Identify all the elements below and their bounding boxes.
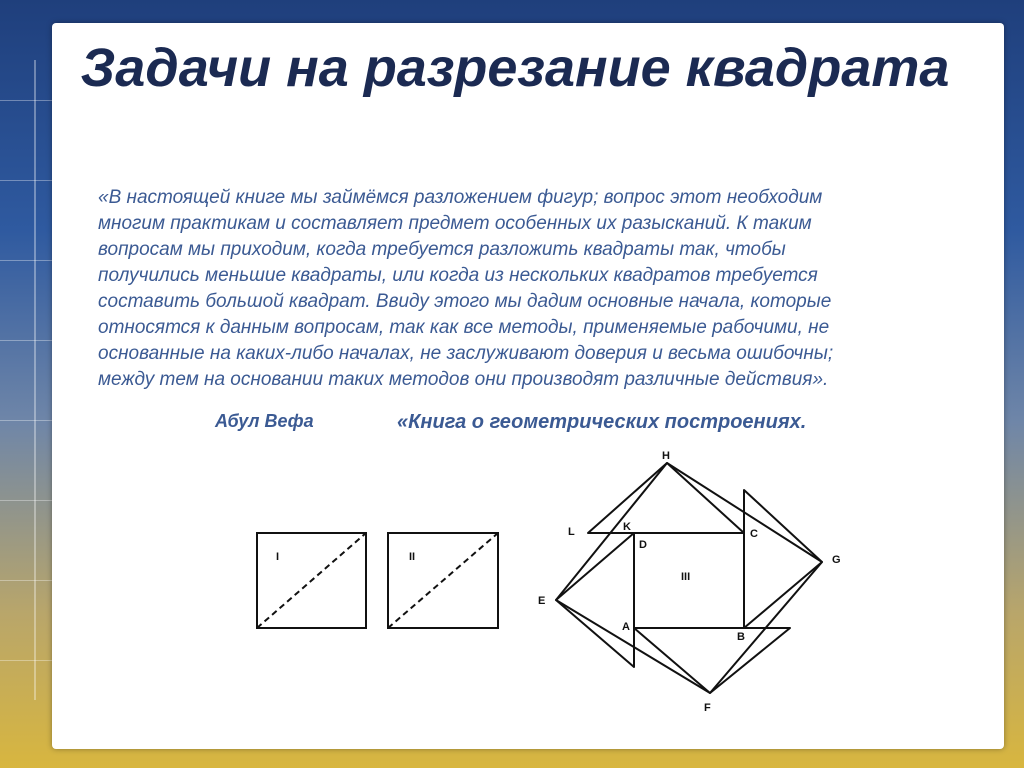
square-two-label: II [409, 551, 416, 563]
grid-line [0, 100, 52, 101]
point-label-k: K [623, 521, 631, 533]
grid-line [0, 500, 52, 501]
grid-line [0, 260, 52, 261]
grid-line [0, 180, 52, 181]
center-square-label: III [681, 571, 691, 583]
point-label-h: H [662, 450, 670, 462]
point-label-b: B [737, 631, 745, 643]
grid-line [0, 580, 52, 581]
grid-line [0, 340, 52, 341]
slide [52, 23, 1004, 749]
dissection-figure [52, 23, 1004, 749]
square-one-label: I [276, 551, 280, 563]
grid-line [34, 60, 36, 700]
quote-author: Абул Вефа [215, 411, 314, 431]
point-label-d: D [639, 539, 647, 551]
point-label-f: F [704, 702, 711, 714]
quote-text: «В настоящей книге мы займёмся разложением фигур; вопрос этот необходим многим практикам и составляет предмет особенных их разысканий. К таким вопросам мы приходим, когда требуется разложить квадраты так, чтобы получились меньшие квадраты, или когда из нескольких квадратов требуется составить большой квадрат. Ввиду этого мы дадим основные начала, которые относятся к данным вопросам, так как все методы, применяемые рабочими, не основанные на каких-либо началах, не заслуживают доверия и весьма ошибочны; между тем на основании таких методов они производят различные действия». [98, 187, 834, 390]
point-label-g: G [832, 554, 841, 566]
grid-line [0, 660, 52, 661]
book-title: «Книга о геометрических построениях. [397, 411, 807, 433]
point-label-c: C [750, 528, 758, 540]
slide-title: Задачи на разрезание квадрата [80, 38, 950, 98]
square-two-diagonal [388, 533, 498, 628]
square-one [257, 533, 366, 628]
point-label-l: L [568, 526, 575, 538]
square-two [388, 533, 498, 628]
square-one-diagonal [257, 533, 366, 628]
point-label-a: A [622, 621, 630, 633]
grid-line [0, 420, 52, 421]
point-label-e: E [538, 595, 546, 607]
